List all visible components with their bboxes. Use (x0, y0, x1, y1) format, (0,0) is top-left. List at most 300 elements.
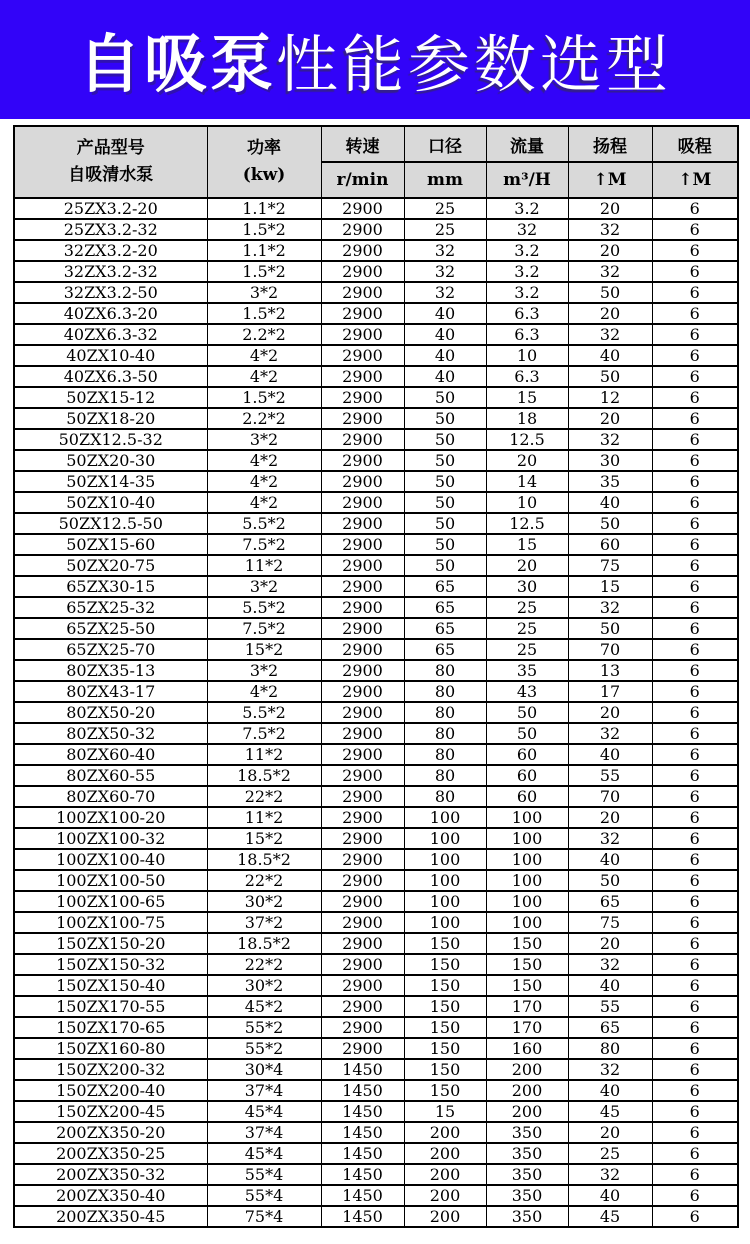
cell-suction: 6 (652, 429, 738, 450)
cell-diameter: 32 (404, 261, 486, 282)
cell-model: 150ZX150-20 (14, 933, 207, 954)
cell-diameter: 80 (404, 681, 486, 702)
cell-diameter: 65 (404, 597, 486, 618)
cell-head: 50 (568, 513, 652, 534)
cell-diameter: 200 (404, 1185, 486, 1206)
header-power-line2: (kw) (242, 165, 286, 185)
table-row (14, 912, 738, 933)
cell-flow: 25 (486, 597, 568, 618)
cell-diameter: 80 (404, 765, 486, 786)
cell-model: 65ZX25-50 (14, 618, 207, 639)
cell-speed: 2900 (321, 303, 404, 324)
header-power-line1: 功率 (247, 137, 281, 158)
cell-diameter: 50 (404, 450, 486, 471)
cell-suction: 6 (652, 870, 738, 891)
cell-suction: 6 (652, 975, 738, 996)
cell-model: 50ZX14-35 (14, 471, 207, 492)
cell-suction: 6 (652, 1143, 738, 1164)
cell-flow: 350 (486, 1143, 568, 1164)
cell-head: 35 (568, 471, 652, 492)
cell-head: 55 (568, 996, 652, 1017)
cell-flow: 100 (486, 912, 568, 933)
cell-flow: 43 (486, 681, 568, 702)
cell-flow: 15 (486, 534, 568, 555)
cell-power: 22*2 (207, 954, 321, 975)
cell-model: 150ZX200-45 (14, 1101, 207, 1122)
cell-head: 40 (568, 345, 652, 366)
header-model-line1: 产品型号 (76, 137, 145, 158)
cell-suction: 6 (652, 723, 738, 744)
header-model (14, 126, 207, 198)
cell-diameter: 80 (404, 744, 486, 765)
cell-model: 50ZX20-75 (14, 555, 207, 576)
table-row (14, 681, 738, 702)
cell-power: 1.1*2 (207, 198, 321, 219)
header-flow-label: 流量 (486, 126, 568, 162)
cell-flow: 200 (486, 1080, 568, 1101)
cell-power: 22*2 (207, 870, 321, 891)
cell-head: 40 (568, 849, 652, 870)
cell-model: 200ZX350-20 (14, 1122, 207, 1143)
cell-diameter: 40 (404, 303, 486, 324)
cell-diameter: 50 (404, 555, 486, 576)
cell-diameter: 150 (404, 1038, 486, 1059)
cell-power: 45*4 (207, 1101, 321, 1122)
cell-speed: 2900 (321, 429, 404, 450)
cell-head: 12 (568, 387, 652, 408)
cell-flow: 60 (486, 765, 568, 786)
cell-power: 45*4 (207, 1143, 321, 1164)
cell-head: 70 (568, 639, 652, 660)
cell-power: 37*4 (207, 1080, 321, 1101)
cell-power: 4*2 (207, 345, 321, 366)
header-speed-label: 转速 (321, 126, 404, 162)
table-row (14, 450, 738, 471)
cell-model: 150ZX150-32 (14, 954, 207, 975)
cell-flow: 200 (486, 1059, 568, 1080)
cell-suction: 6 (652, 324, 738, 345)
cell-flow: 100 (486, 828, 568, 849)
cell-model: 65ZX30-15 (14, 576, 207, 597)
cell-power: 4*2 (207, 450, 321, 471)
cell-suction: 6 (652, 303, 738, 324)
table-row (14, 1038, 738, 1059)
header-diameter-label: 口径 (404, 126, 486, 162)
cell-diameter: 200 (404, 1143, 486, 1164)
cell-speed: 2900 (321, 555, 404, 576)
cell-diameter: 50 (404, 471, 486, 492)
table-row (14, 429, 738, 450)
cell-speed: 1450 (321, 1185, 404, 1206)
cell-head: 32 (568, 429, 652, 450)
cell-speed: 1450 (321, 1059, 404, 1080)
cell-model: 32ZX3.2-32 (14, 261, 207, 282)
cell-speed: 2900 (321, 807, 404, 828)
cell-power: 7.5*2 (207, 618, 321, 639)
cell-diameter: 50 (404, 408, 486, 429)
cell-speed: 2900 (321, 975, 404, 996)
cell-model: 50ZX18-20 (14, 408, 207, 429)
cell-speed: 1450 (321, 1122, 404, 1143)
cell-head: 20 (568, 198, 652, 219)
table-row (14, 891, 738, 912)
cell-flow: 150 (486, 933, 568, 954)
cell-suction: 6 (652, 639, 738, 660)
table-row (14, 471, 738, 492)
cell-flow: 20 (486, 450, 568, 471)
table-row (14, 1206, 738, 1227)
table-row (14, 345, 738, 366)
cell-diameter: 100 (404, 870, 486, 891)
table-row (14, 828, 738, 849)
cell-speed: 1450 (321, 1206, 404, 1227)
table-row (14, 1017, 738, 1038)
cell-diameter: 100 (404, 891, 486, 912)
table-row (14, 660, 738, 681)
cell-suction: 6 (652, 828, 738, 849)
cell-power: 1.1*2 (207, 240, 321, 261)
cell-suction: 6 (652, 1080, 738, 1101)
cell-flow: 170 (486, 996, 568, 1017)
cell-model: 150ZX160-80 (14, 1038, 207, 1059)
cell-suction: 6 (652, 492, 738, 513)
cell-speed: 2900 (321, 597, 404, 618)
cell-suction: 6 (652, 282, 738, 303)
cell-suction: 6 (652, 933, 738, 954)
header-diameter-unit: mm (404, 162, 486, 198)
cell-model: 80ZX60-70 (14, 786, 207, 807)
cell-model: 25ZX3.2-32 (14, 219, 207, 240)
cell-suction: 6 (652, 261, 738, 282)
cell-flow: 10 (486, 345, 568, 366)
cell-power: 1.5*2 (207, 303, 321, 324)
cell-speed: 2900 (321, 744, 404, 765)
cell-model: 200ZX350-40 (14, 1185, 207, 1206)
cell-speed: 2900 (321, 1017, 404, 1038)
cell-diameter: 65 (404, 576, 486, 597)
cell-head: 32 (568, 828, 652, 849)
cell-speed: 2900 (321, 282, 404, 303)
cell-head: 45 (568, 1206, 652, 1227)
cell-power: 18.5*2 (207, 849, 321, 870)
cell-power: 30*4 (207, 1059, 321, 1080)
cell-suction: 6 (652, 702, 738, 723)
table-row (14, 597, 738, 618)
table-row (14, 1143, 738, 1164)
cell-flow: 50 (486, 723, 568, 744)
cell-speed: 2900 (321, 849, 404, 870)
cell-model: 40ZX10-40 (14, 345, 207, 366)
cell-diameter: 150 (404, 1017, 486, 1038)
cell-flow: 160 (486, 1038, 568, 1059)
cell-head: 75 (568, 912, 652, 933)
cell-diameter: 100 (404, 807, 486, 828)
cell-speed: 2900 (321, 912, 404, 933)
cell-speed: 1450 (321, 1101, 404, 1122)
table-row (14, 975, 738, 996)
cell-diameter: 25 (404, 198, 486, 219)
cell-speed: 2900 (321, 366, 404, 387)
cell-head: 50 (568, 282, 652, 303)
cell-flow: 100 (486, 870, 568, 891)
cell-suction: 6 (652, 555, 738, 576)
cell-head: 32 (568, 954, 652, 975)
cell-head: 32 (568, 1164, 652, 1185)
table-row (14, 870, 738, 891)
cell-speed: 2900 (321, 870, 404, 891)
cell-suction: 6 (652, 597, 738, 618)
cell-flow: 18 (486, 408, 568, 429)
table-row (14, 240, 738, 261)
cell-suction: 6 (652, 240, 738, 261)
cell-model: 80ZX50-20 (14, 702, 207, 723)
table-row (14, 324, 738, 345)
cell-diameter: 50 (404, 492, 486, 513)
cell-speed: 2900 (321, 618, 404, 639)
cell-head: 32 (568, 597, 652, 618)
cell-diameter: 150 (404, 1059, 486, 1080)
cell-suction: 6 (652, 1017, 738, 1038)
cell-model: 65ZX25-32 (14, 597, 207, 618)
cell-flow: 15 (486, 387, 568, 408)
header-suction-label: 吸程 (652, 126, 738, 162)
table-row (14, 198, 738, 219)
table-row (14, 807, 738, 828)
cell-diameter: 50 (404, 534, 486, 555)
cell-head: 40 (568, 744, 652, 765)
cell-power: 30*2 (207, 891, 321, 912)
cell-model: 50ZX20-30 (14, 450, 207, 471)
cell-speed: 2900 (321, 996, 404, 1017)
cell-power: 30*2 (207, 975, 321, 996)
pump-spec-table (13, 125, 739, 1228)
cell-model: 50ZX10-40 (14, 492, 207, 513)
cell-speed: 2900 (321, 324, 404, 345)
cell-diameter: 40 (404, 345, 486, 366)
table-row (14, 954, 738, 975)
page-title-brand: 自吸泵 (77, 28, 276, 101)
cell-head: 45 (568, 1101, 652, 1122)
cell-suction: 6 (652, 786, 738, 807)
cell-flow: 100 (486, 849, 568, 870)
cell-model: 80ZX35-13 (14, 660, 207, 681)
cell-head: 25 (568, 1143, 652, 1164)
cell-head: 20 (568, 702, 652, 723)
cell-flow: 3.2 (486, 198, 568, 219)
cell-speed: 2900 (321, 492, 404, 513)
cell-head: 32 (568, 1059, 652, 1080)
header-power (207, 126, 321, 198)
cell-flow: 14 (486, 471, 568, 492)
cell-flow: 60 (486, 744, 568, 765)
cell-model: 80ZX50-32 (14, 723, 207, 744)
cell-speed: 2900 (321, 723, 404, 744)
cell-model: 32ZX3.2-50 (14, 282, 207, 303)
page-title-suffix: 性能参数选型 (275, 28, 672, 101)
cell-suction: 6 (652, 996, 738, 1017)
cell-head: 55 (568, 765, 652, 786)
cell-flow: 12.5 (486, 513, 568, 534)
cell-power: 75*4 (207, 1206, 321, 1227)
cell-diameter: 65 (404, 639, 486, 660)
cell-speed: 2900 (321, 1038, 404, 1059)
cell-power: 55*4 (207, 1185, 321, 1206)
table-row (14, 1080, 738, 1101)
cell-head: 32 (568, 261, 652, 282)
cell-suction: 6 (652, 807, 738, 828)
cell-flow: 25 (486, 639, 568, 660)
cell-flow: 350 (486, 1185, 568, 1206)
cell-flow: 35 (486, 660, 568, 681)
table-row (14, 219, 738, 240)
cell-speed: 2900 (321, 345, 404, 366)
cell-model: 150ZX200-32 (14, 1059, 207, 1080)
cell-model: 150ZX170-55 (14, 996, 207, 1017)
cell-suction: 6 (652, 954, 738, 975)
cell-head: 50 (568, 870, 652, 891)
title-banner (0, 0, 750, 119)
cell-power: 55*2 (207, 1038, 321, 1059)
cell-model: 80ZX60-55 (14, 765, 207, 786)
cell-power: 55*4 (207, 1164, 321, 1185)
cell-suction: 6 (652, 891, 738, 912)
cell-model: 65ZX25-70 (14, 639, 207, 660)
cell-power: 37*2 (207, 912, 321, 933)
cell-speed: 2900 (321, 219, 404, 240)
cell-diameter: 80 (404, 723, 486, 744)
cell-head: 20 (568, 303, 652, 324)
cell-power: 11*2 (207, 807, 321, 828)
cell-head: 60 (568, 534, 652, 555)
cell-model: 100ZX100-50 (14, 870, 207, 891)
cell-model: 100ZX100-75 (14, 912, 207, 933)
cell-suction: 6 (652, 1185, 738, 1206)
cell-suction: 6 (652, 1164, 738, 1185)
cell-flow: 100 (486, 807, 568, 828)
header-head-unit: ↑M (568, 162, 652, 198)
cell-flow: 170 (486, 1017, 568, 1038)
cell-power: 22*2 (207, 786, 321, 807)
table-row (14, 1122, 738, 1143)
cell-power: 18.5*2 (207, 933, 321, 954)
cell-power: 3*2 (207, 660, 321, 681)
cell-power: 4*2 (207, 492, 321, 513)
cell-flow: 32 (486, 219, 568, 240)
cell-model: 50ZX15-12 (14, 387, 207, 408)
cell-diameter: 200 (404, 1164, 486, 1185)
cell-speed: 1450 (321, 1143, 404, 1164)
cell-power: 5.5*2 (207, 513, 321, 534)
table-row (14, 1101, 738, 1122)
table-row (14, 849, 738, 870)
cell-power: 11*2 (207, 555, 321, 576)
cell-power: 4*2 (207, 471, 321, 492)
cell-diameter: 150 (404, 933, 486, 954)
cell-flow: 150 (486, 975, 568, 996)
cell-speed: 2900 (321, 786, 404, 807)
table-row (14, 618, 738, 639)
table-body (14, 198, 738, 1227)
cell-head: 15 (568, 576, 652, 597)
cell-diameter: 150 (404, 975, 486, 996)
table-row (14, 555, 738, 576)
cell-flow: 6.3 (486, 324, 568, 345)
cell-model: 100ZX100-20 (14, 807, 207, 828)
cell-speed: 2900 (321, 513, 404, 534)
table-row (14, 702, 738, 723)
cell-speed: 2900 (321, 954, 404, 975)
cell-flow: 10 (486, 492, 568, 513)
cell-speed: 1450 (321, 1080, 404, 1101)
cell-head: 20 (568, 807, 652, 828)
cell-speed: 2900 (321, 639, 404, 660)
cell-suction: 6 (652, 1038, 738, 1059)
cell-power: 15*2 (207, 828, 321, 849)
cell-flow: 350 (486, 1206, 568, 1227)
table-row (14, 1059, 738, 1080)
header-head-label: 扬程 (568, 126, 652, 162)
cell-model: 100ZX100-65 (14, 891, 207, 912)
cell-speed: 2900 (321, 261, 404, 282)
cell-flow: 6.3 (486, 303, 568, 324)
cell-power: 3*2 (207, 282, 321, 303)
cell-speed: 2900 (321, 534, 404, 555)
cell-diameter: 150 (404, 996, 486, 1017)
cell-flow: 3.2 (486, 261, 568, 282)
table-row (14, 303, 738, 324)
cell-head: 17 (568, 681, 652, 702)
cell-head: 40 (568, 1080, 652, 1101)
cell-diameter: 150 (404, 1080, 486, 1101)
table-row (14, 513, 738, 534)
cell-diameter: 32 (404, 240, 486, 261)
cell-model: 150ZX200-40 (14, 1080, 207, 1101)
cell-flow: 60 (486, 786, 568, 807)
cell-head: 75 (568, 555, 652, 576)
cell-head: 50 (568, 618, 652, 639)
cell-model: 25ZX3.2-20 (14, 198, 207, 219)
cell-speed: 2900 (321, 681, 404, 702)
cell-diameter: 80 (404, 786, 486, 807)
cell-power: 4*2 (207, 366, 321, 387)
table-row (14, 933, 738, 954)
table-row (14, 1185, 738, 1206)
header-suction-unit: ↑M (652, 162, 738, 198)
cell-suction: 6 (652, 534, 738, 555)
cell-speed: 2900 (321, 408, 404, 429)
cell-diameter: 32 (404, 282, 486, 303)
cell-speed: 2900 (321, 576, 404, 597)
table-row (14, 534, 738, 555)
cell-diameter: 15 (404, 1101, 486, 1122)
cell-flow: 350 (486, 1122, 568, 1143)
cell-diameter: 80 (404, 702, 486, 723)
cell-speed: 2900 (321, 240, 404, 261)
cell-power: 11*2 (207, 744, 321, 765)
cell-power: 7.5*2 (207, 534, 321, 555)
cell-speed: 2900 (321, 660, 404, 681)
cell-head: 70 (568, 786, 652, 807)
cell-model: 80ZX60-40 (14, 744, 207, 765)
cell-model: 50ZX12.5-50 (14, 513, 207, 534)
cell-power: 7.5*2 (207, 723, 321, 744)
cell-flow: 30 (486, 576, 568, 597)
table-row (14, 408, 738, 429)
cell-flow: 12.5 (486, 429, 568, 450)
cell-diameter: 40 (404, 366, 486, 387)
cell-head: 65 (568, 891, 652, 912)
cell-suction: 6 (652, 1101, 738, 1122)
